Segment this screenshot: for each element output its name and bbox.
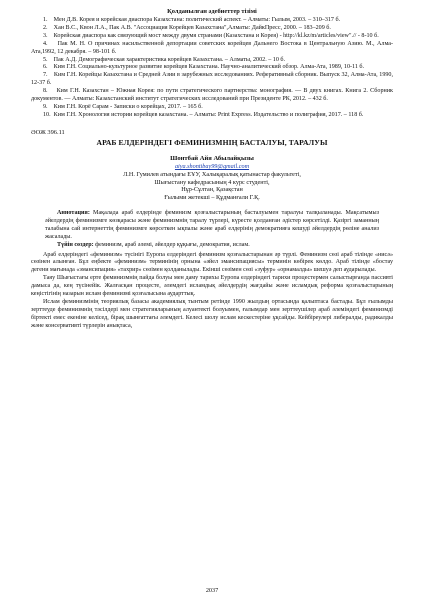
reference-text: Корейская диаспора как связующий мост между двумя странами (Казахстана и Корея) - http://kl.kz/m/articles/view".// - 8-10 б. bbox=[53, 32, 379, 39]
reference-item: 4. Пак М. Н. О причинах насильственной депортации советских корейцев Дальнего Востока в Центральную Азию. М., Алма-Ата,1992, 12 декабря. – 98-101 б. bbox=[31, 40, 393, 55]
reference-item: 10. Ким Г.Н. Хронология истории корейцев казахстана. – Алматы: Print Express. Издательство и полиграфия, 2017. – 118 б. bbox=[43, 111, 364, 118]
author-name: Шонтбай Айя Абылайқызы bbox=[170, 154, 254, 162]
reference-text: Ким Г.Н. Хронология истории корейцев казахстана. – Алматы: Print Express. Издательство и полиграфия, 2017. – 118 б. bbox=[53, 111, 364, 118]
reference-item: 3. Корейская диаспора как связующий мост между двумя странами (Казахстана и Корея) - http://kl.kz/m/articles/view".// - 8-10 б. bbox=[43, 32, 379, 39]
affiliation-line: Нұр-Сұлтан, Қазақстан bbox=[181, 186, 243, 194]
udk-code: ӘОЖ 396.11 bbox=[31, 128, 65, 136]
reference-item: 2. Хан В.С., Квон Л.А., Пак А.В. "Ассоциация Корейцев Казахстана",Алматы: ДайкПресс, 2000. – 183–209 б. bbox=[43, 24, 331, 31]
article-body bbox=[31, 252, 393, 331]
keywords-label: Түйін сөздер: bbox=[57, 241, 94, 248]
supervisor-line: Ғылыми жетекші – Құдманғали Г.Қ. bbox=[164, 194, 260, 202]
author-email-link[interactable]: aiya.shontibay99@gmail.com bbox=[174, 162, 250, 170]
reference-text: Мен Д.В. Корея и корейская диаспора Казахстана: политический аспект. – Алматы: Гылым, 2003. – 310–317 б. bbox=[53, 17, 341, 23]
reference-item: 1. Мен Д.В. Корея и корейская диаспора Казахстана: политический аспект. – Алматы: Гылым, 2003. – 310–317 б. bbox=[43, 17, 341, 23]
abstract bbox=[45, 210, 379, 242]
affiliation-line: Шығыстану кафедрасының 4 курс студенті, bbox=[154, 178, 270, 186]
reference-text: Ким Г.Н. Корё Сарам - Записки о корейцах, 2017. – 165 б. bbox=[53, 103, 203, 110]
reference-text: Хан В.С., Квон Л.А., Пак А.В. "Ассоциация Корейцев Казахстана",Алматы: ДайкПресс, 2000. – 183–209 б. bbox=[53, 24, 331, 31]
article-title: АРАБ ЕЛДЕРІНДЕГІ ФЕМИНИЗМНІҢ БАСТАЛУЫ, ТАРАЛУЫ bbox=[96, 137, 328, 147]
reference-text: Пак А.Д. Демографическая характеристика корейцев Казахстана. – Алматы, 2002. – 10 б. bbox=[53, 56, 286, 63]
page-number: 2037 bbox=[205, 587, 219, 594]
reference-item: 7. Ким Г.Н. Корейцы Казахстана и Средней Азии в зарубежных исследованиях. Реферативный сборник. Выпуск 32, Алма-Ата, 1990, 12-37 б. bbox=[31, 72, 393, 87]
keywords-text: феминизм, араб әлемі, әйелдер құқығы, демократия, ислам. bbox=[93, 241, 250, 248]
keywords bbox=[45, 242, 379, 250]
affiliation-line: Л.Н. Гумилев атындағы ЕҰУ, Халықаралық қатынастар факультеті, bbox=[123, 170, 301, 178]
body-paragraph: Араб елдеріндегі «феминизм» түсінігі Еуропа елдеріндегі феминизм қозғалыстарынан әр түрлі. Феминизм сөзі араб тілінде «нисә» сөзінен алынған. Бұл еңбекте «феминизм» терминінің орнына «әйел эмансипациясы» терминін көбірек көлдо. Араб тілінде «бостау дегени мағынада «эмансипация» «тахрир» сөзімен қолданылады. Екінші сөзімен сөзі «зуфур» «орнамалды» шешуә деп аударылады. bbox=[31, 251, 393, 274]
reference-item: 5. Пак А.Д. Демографическая характеристика корейцев Казахстана. – Алматы, 2002. – 10 б. bbox=[43, 56, 286, 63]
reference-item: 8. Ким Г.Н. Казахстан – Южная Корея: по пути стратегического партнерства: монография. — В двух книгах. Книга 2. Сборник документов. — Алматы: Казахстанский институт стратегических исследований при Президенте РК, 2012. – 432 б. bbox=[31, 88, 393, 103]
reference-text: Ким Г.Н. Корейцы Казахстана и Средней Азии в зарубежных исследованиях. Реферативный сборник. Выпуск 32, Алма-Ата, 1990, 12-37 б. bbox=[31, 72, 393, 87]
affiliation-block bbox=[31, 171, 393, 202]
reference-text: Пак М. Н. О причинах насильственной депортации советских корейцев Дальнего Востока в Центральную Азию. М., Алма-Ата,1992, 12 декабря. – 98-101 б. bbox=[31, 40, 393, 55]
reference-item: 9. Ким Г.Н. Корё Сарам - Записки о корейцах, 2017. – 165 б. bbox=[43, 103, 203, 110]
reference-text: Ким Г.Н. Казахстан – Южная Корея: по пути стратегического партнерства: монография. — В двух книгах. Книга 2. Сборник документов. — Алматы: Казахстанский институт стратегических исследований при Президенте РК, 2012. – 432 б. bbox=[31, 88, 393, 103]
body-paragraph: Таяу Шығыстағы ерте феминизмнің пайда болуы мен даму тарихы Еуропа елдеріндегі тарихи процестермен салыстырғанда пассивті дамыса да, кең түсінейік. Жалғасқан процесте, әлемдегі исламдық әйелдердің жағдайы және исламдық реформа қозғалыстарының кеңістігінің назарын ислам феминизмі қозғалысына аударттық. bbox=[31, 275, 393, 298]
reference-text: Ким Г.Н. Социально-культурное развитие корейцев Казахстана. Научно-аналитический обзор. Алма-Ата, 1989, 10-11 б. bbox=[53, 64, 365, 71]
body-paragraph: Ислам феминизмінің теориялық базасы академиялық тынтым ретінде 1990 жылдың ортасында қалыптаса бастады. Бұл ғылымды зерттеуде феминизмнің тәсілдері мен стратегияларының алуантекті болуымен, ғалымдар мен зерттеушілер араб әлеміндегі феминизмді біртекті емес екеніне келісед, бірақ шынғаттағы әлемдегі. Келесі шолу ислам кескестеріне ұқсайды. Кейбіреулері либералды, радикалды және консервативті түрлерін анықтаса, bbox=[31, 298, 393, 329]
reference-item: 6. Ким Г.Н. Социально-культурное развитие корейцев Казахстана. Научно-аналитический обзор. Алма-Ата, 1989, 10-11 б. bbox=[43, 64, 365, 71]
abstract-label: Аннотация: bbox=[57, 209, 90, 216]
abstract-text: Мақалада араб елдерінде феминизм қозғалыстарының басталуымен таралуы талқыланады. Мақсатымыз әйелдердің феминизмге көзқарасы және феминизмнің таралу түрлері, күресте қолданған әдістер көрсетілді. Қазіргі заманның талабына сай интернеттің феминизмге көрсеткен ықпалы және араб елдерінің демократияға кешуді әйелдердің рөліне анализ жасалады. bbox=[45, 209, 379, 240]
reference-list bbox=[31, 17, 393, 120]
references-heading: Қолданылған әдебиеттер тізімі bbox=[167, 8, 257, 15]
